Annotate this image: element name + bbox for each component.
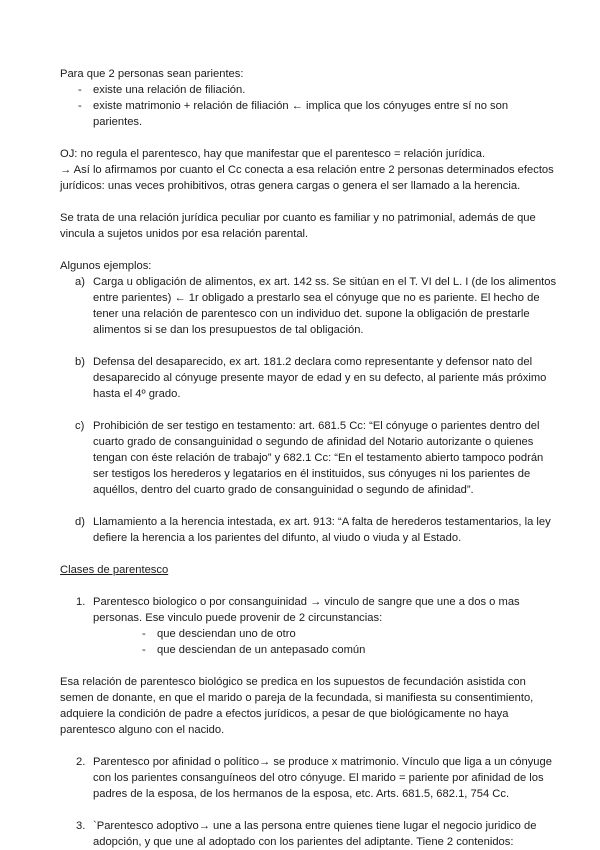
- ejemplos-heading: Algunos ejemplos:: [60, 260, 152, 272]
- list-item: - existe matrimonio + relación de filiación ← implica que los cónyuges entre sí no son parientes.: [60, 98, 560, 130]
- example-item-c: [60, 418, 560, 498]
- clases-heading: Clases de parentesco: [60, 564, 169, 576]
- item-text: Llamamiento a la herencia intestada, ex art. 913: “A falta de herederos testamentarios, la ley defiere la herencia a los parientes del difunto, al viudo o viuda y al Estado.: [93, 516, 551, 544]
- item-marker: a): [75, 276, 85, 288]
- ejemplos-list: [60, 274, 560, 546]
- example-item-b: [60, 354, 560, 402]
- item-marker: 1.: [76, 596, 86, 608]
- item-text: `Parentesco adoptivo→ une a las persona entre quienes tiene lugar el negocio juridico de adopción, y que une al adoptado con los parientes del adiptante. Tiene 2 contenidos:: [93, 820, 537, 848]
- document-page: [60, 66, 560, 850]
- list-item: - existe una relación de filiación.: [60, 82, 560, 98]
- oj-line-1: OJ: no regula el parentesco, hay que manifestar que el parentesco = relación jurídica.: [60, 148, 486, 160]
- example-item-a: [60, 274, 560, 338]
- list-item: - que desciendan de un antepasado común: [60, 642, 560, 658]
- relacion-paragraph: Se trata de una relación jurídica peculiar por cuanto es familiar y no patrimonial, además de que vincula a sujetos unidos por esa relación parental.: [60, 212, 536, 240]
- item-text: Parentesco biologico o por consanguinidad → vinculo de sangre que une a dos o mas personas. Ese vinculo puede provenir de 2 circunstancias:: [93, 596, 520, 624]
- example-item-d: [60, 514, 560, 546]
- item-marker: d): [75, 516, 85, 528]
- item-text: Prohibición de ser testigo en testamento: art. 681.5 Cc: “El cónyuge o parientes dentro del cuarto grado de consanguinidad o segundo de afinidad del Notario autorizante o quienes tengan con éste relación de trabajo” y 682.1 Cc: “En el testamento abierto tampoco podrán ser testigos los herederos y legatarios en él instituidos, sus cónyuges ni los parientes de aquéllos, dentro del cuarto grado de consanguinidad o segundo de afinidad”.: [93, 420, 544, 496]
- clase-item-2: [60, 754, 560, 802]
- intro-list: [60, 82, 560, 130]
- item-text: Defensa del desaparecido, ex art. 181.2 declara como representante y defensor nato del desaparecido al cónyuge presente mayor de edad y en su defecto, al pariente más próximo hasta el 4º grado.: [93, 356, 547, 400]
- item-marker: 2.: [76, 756, 86, 768]
- clases-list-1: [60, 594, 560, 626]
- clases-list-2: [60, 754, 560, 850]
- item-marker: b): [75, 356, 85, 368]
- item-marker: 3.: [76, 820, 86, 832]
- item-marker: c): [75, 420, 85, 432]
- item-text: Carga u obligación de alimentos, ex art. 142 ss. Se sitúan en el T. VI del L. I (de los alimentos entre parientes) ← 1r obligado a prestarlo sea el cónyuge que no es pariente. El hecho de tener una relación de parentesco con un individuo det. supone la obligación de prestarle alimentos si se dan los presupuestos de tal obligación.: [93, 276, 557, 336]
- list-item: - que desciendan uno de otro: [60, 626, 560, 642]
- clase-1-sublist: [60, 626, 560, 658]
- clase-item-1: [60, 594, 560, 626]
- oj-line-2: → Así lo afirmamos por cuanto el Cc conecta a esa relación entre 2 personas determinados efectos jurídicos: unas veces prohibitivos, otras genera cargas o genera el ser llamado a la herencia.: [60, 164, 554, 192]
- fecundacion-paragraph: Esa relación de parentesco biológico se predica en los supuestos de fecundación asistida con semen de donante, en que el marido o pareja de la fecundada, si manifiesta su consentimiento, adquiere la condición de padre a efectos jurídicos, a pesar de que biológicamente no haya parentesco alguno con el nacido.: [60, 676, 534, 736]
- intro-heading: Para que 2 personas sean parientes:: [60, 68, 244, 80]
- item-text: Parentesco por afinidad o político→ se produce x matrimonio. Vínculo que liga a un cónyuge con los parientes consanguíneos del otro cónyuge. El marido = pariente por afinidad de los padres de la esposa, de los hermanos de la esposa, etc. Arts. 681.5, 682.1, 754 Cc.: [93, 756, 552, 800]
- clase-item-3: [60, 818, 560, 850]
